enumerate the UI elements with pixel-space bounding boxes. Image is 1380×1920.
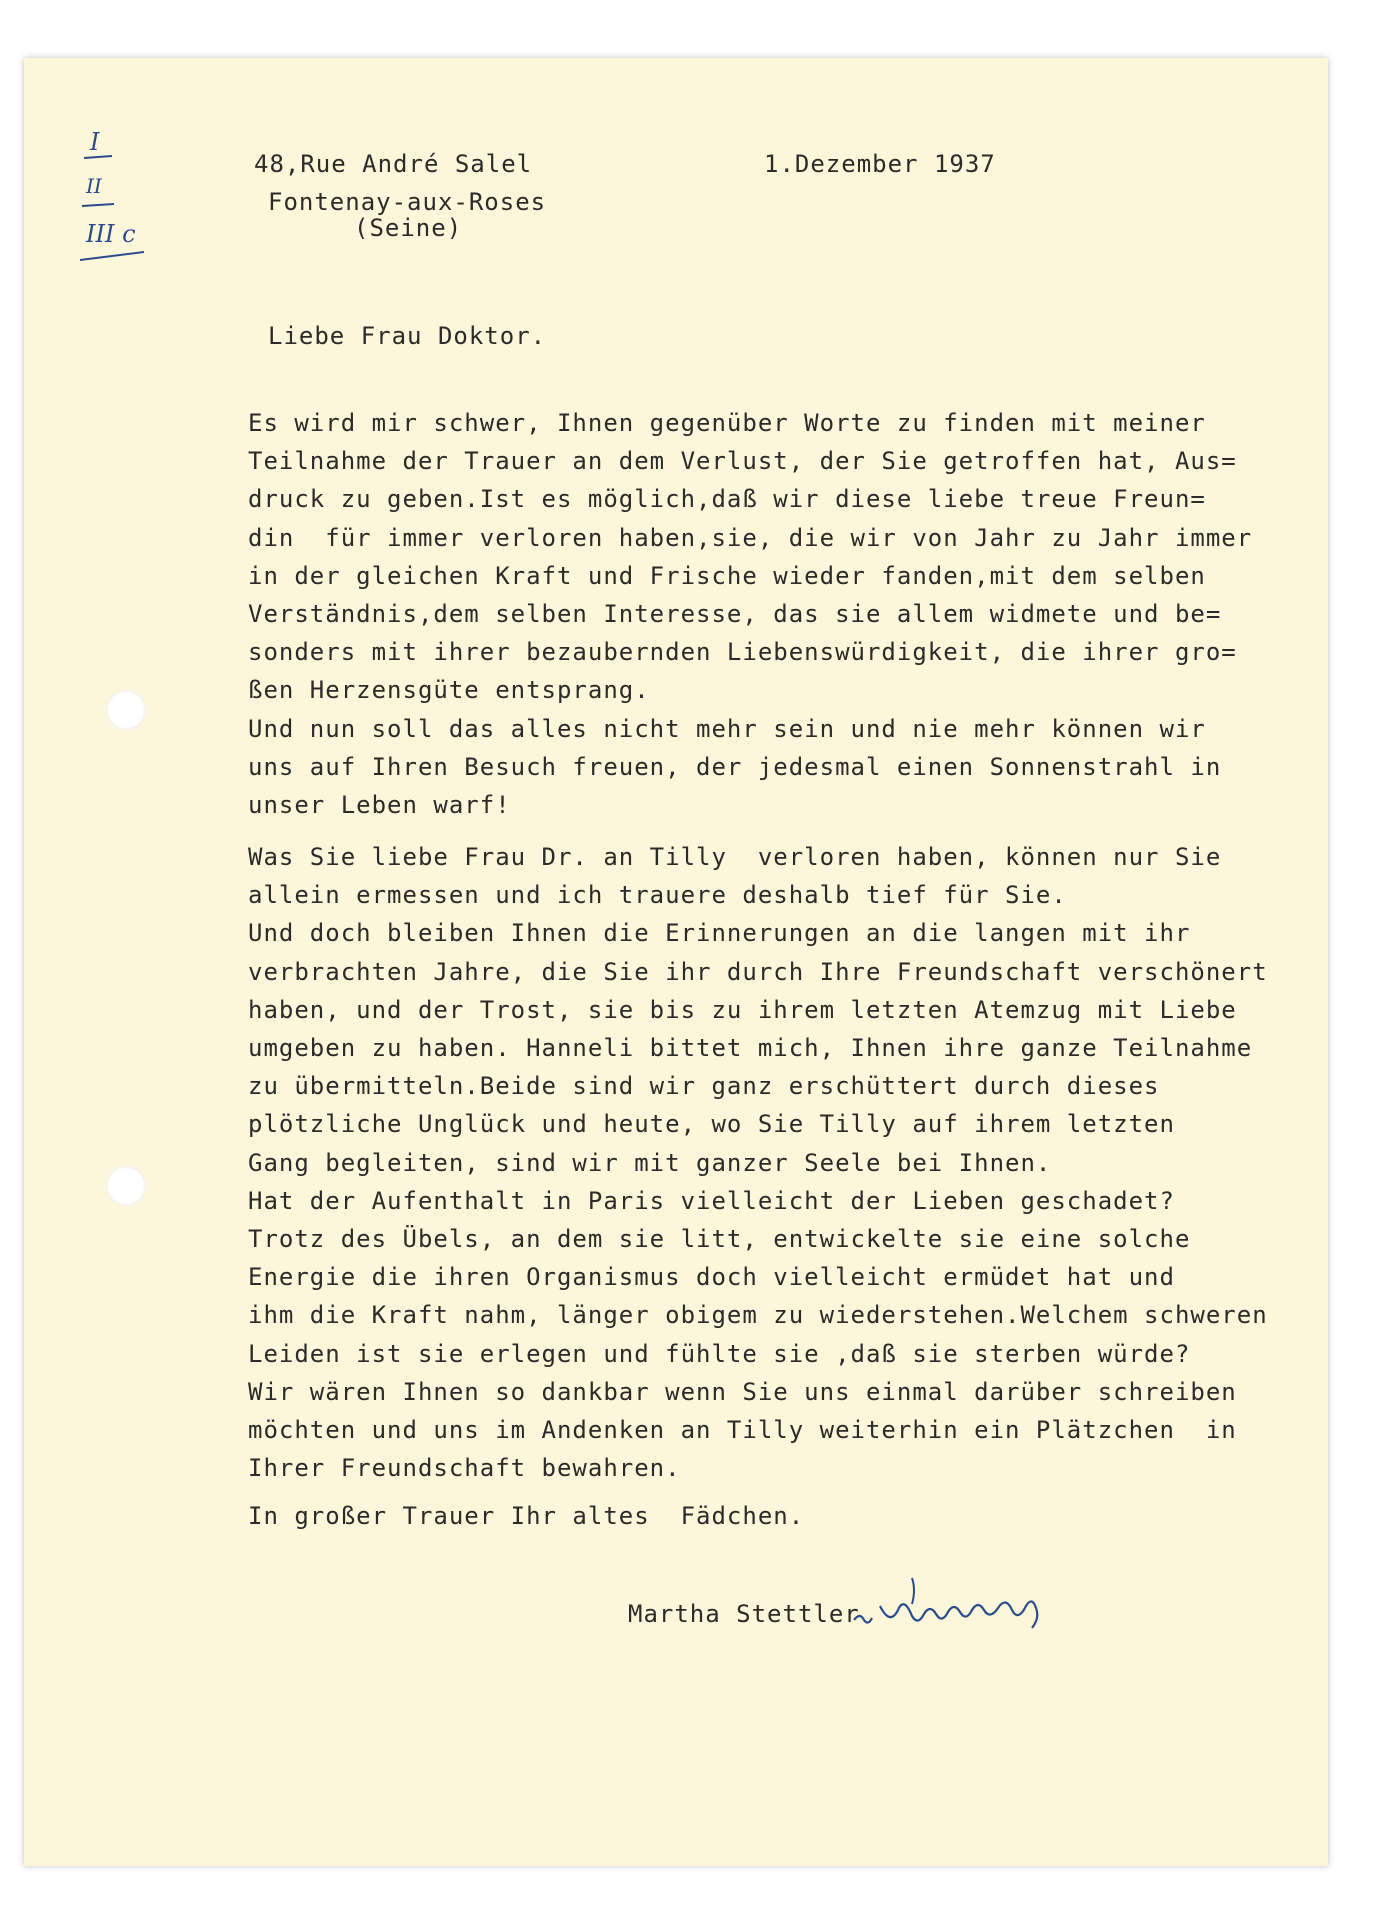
letter-body (248, 404, 1288, 1535)
body-line: Wir wären Ihnen so dankbar wenn Sie uns einmal darüber schreiben (248, 1377, 1237, 1406)
body-line: Und doch bleiben Ihnen die Erinnerungen an die langen mit ihr (248, 919, 1191, 948)
punch-hole-top (106, 690, 146, 730)
body-line: Gang begleiten, sind wir mit ganzer Seele bei Ihnen. (248, 1148, 1052, 1177)
address-line-2: Fontenay-aux-Roses (268, 188, 547, 216)
margin-mark-2: II (86, 174, 102, 198)
address-line-1: 48,Rue André Salel (254, 150, 533, 178)
typed-signature: Martha Stettler (628, 1600, 860, 1628)
body-line: Trotz des Übels, an dem sie litt, entwickelte sie eine solche (248, 1224, 1191, 1253)
body-line: Leiden ist sie erlegen und fühlte sie ,daß sie sterben würde? (248, 1339, 1191, 1368)
body-line: Energie die ihren Organismus doch vielleicht ermüdet hat und (248, 1263, 1175, 1292)
letter-date: 1.Dezember 1937 (764, 150, 996, 178)
margin-mark-3: III c (86, 220, 136, 248)
body-line: uns auf Ihren Besuch freuen, der jedesmal einen Sonnenstrahl in (248, 752, 1222, 781)
signature-block (600, 1570, 1220, 1650)
body-line: sonders mit ihrer bezaubernden Liebenswürdigkeit, die ihrer gro= (248, 638, 1237, 667)
body-line: ihm die Kraft nahm, länger obigem zu wiederstehen.Welchem schweren (248, 1301, 1268, 1330)
body-line: plötzliche Unglück und heute, wo Sie Tilly auf ihrem letzten (248, 1110, 1175, 1139)
body-line: din für immer verloren haben,sie, die wir von Jahr zu Jahr immer (248, 523, 1253, 552)
body-line: allein ermessen und ich trauere deshalb tief für Sie. (248, 881, 1067, 910)
body-line: Teilnahme der Trauer an dem Verlust, der Sie getroffen hat, Aus= (248, 447, 1237, 476)
body-line: Verständnis,dem selben Interesse, das sie allem widmete und be= (248, 599, 1222, 628)
punch-hole-bottom (106, 1166, 146, 1206)
address-line-3: (Seine) (354, 214, 463, 242)
body-line: möchten und uns im Andenken an Tilly weiterhin ein Plätzchen in (248, 1415, 1237, 1444)
body-line: umgeben zu haben. Hanneli bittet mich, Ihnen ihre ganze Teilnahme (248, 1034, 1253, 1062)
margin-underline-strokes (74, 148, 164, 278)
closing-line: In großer Trauer Ihr altes Fädchen. (248, 1502, 805, 1531)
handwritten-signature (850, 1570, 1110, 1640)
body-line: Was Sie liebe Frau Dr. an Tilly verloren haben, können nur Sie (248, 843, 1222, 872)
body-line: zu übermitteln.Beide sind wir ganz erschüttert durch dieses (248, 1072, 1160, 1101)
paragraph-1 (248, 404, 1288, 824)
body-line: ßen Herzensgüte entsprang. (248, 676, 650, 705)
body-line: verbrachten Jahre, die Sie ihr durch Ihre Freundschaft verschönert (248, 957, 1268, 986)
body-line: Ihrer Freundschaft bewahren. (248, 1454, 681, 1483)
margin-mark-1: I (90, 128, 100, 156)
paragraph-2 (248, 838, 1288, 1487)
salutation: Liebe Frau Doktor. (268, 322, 547, 350)
body-line: unser Leben warf! (248, 790, 511, 819)
body-line: Hat der Aufenthalt in Paris vielleicht der Lieben geschadet? (248, 1186, 1175, 1215)
body-line: Und nun soll das alles nicht mehr sein und nie mehr können wir (248, 714, 1206, 743)
body-line: haben, und der Trost, sie bis zu ihrem letzten Atemzug mit Liebe (248, 995, 1237, 1024)
body-line: Es wird mir schwer, Ihnen gegenüber Worte zu finden mit meiner (248, 409, 1206, 437)
body-line: in der gleichen Kraft und Frische wieder fanden,mit dem selben (248, 561, 1206, 590)
body-line: druck zu geben.Ist es möglich,daß wir diese liebe treue Freun= (248, 485, 1206, 514)
